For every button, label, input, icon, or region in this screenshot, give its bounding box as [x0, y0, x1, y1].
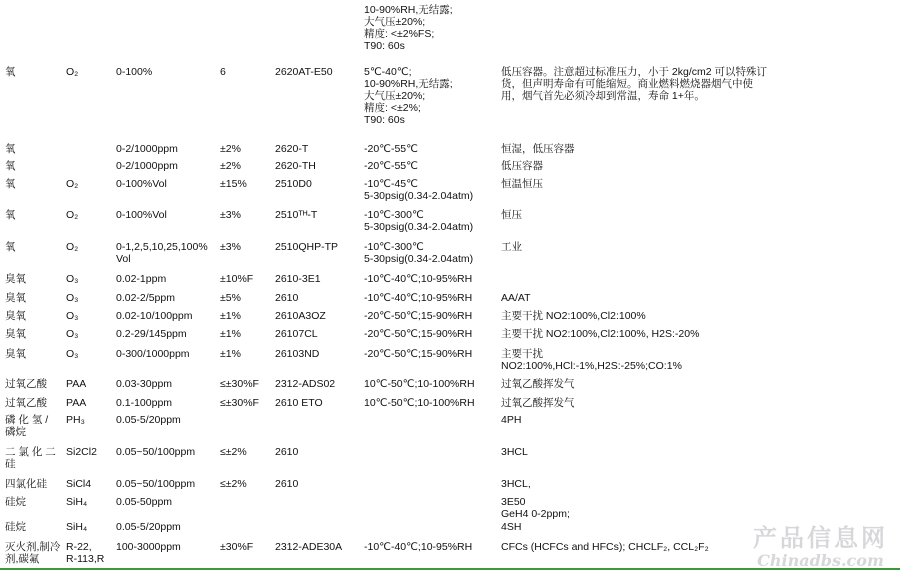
cell-notes: 过氧乙酸挥发气: [501, 378, 575, 390]
cell-gas-name: 二 氯 化 二硅: [5, 446, 56, 470]
cell-accuracy: ±2%: [220, 160, 241, 172]
cell-conditions: -20℃-50℃;15-90%RH: [364, 348, 473, 360]
cell-notes: 过氧乙酸挥发气: [501, 397, 575, 409]
cell-formula: PAA: [66, 378, 87, 390]
cell-model: 2620-T: [275, 143, 309, 155]
cell-conditions: -20℃-55℃: [364, 160, 418, 172]
cell-formula: O₃: [66, 310, 79, 322]
cell-formula: PH₃: [66, 414, 85, 426]
cell-accuracy: ±3%: [220, 241, 241, 253]
cell-notes: 主要干扰 NO2:100%,HCl:-1%,H2S:-25%;CO:1%: [501, 348, 682, 372]
cell-conditions: -10℃-300℃ 5-30psig(0.34-2.04atm): [364, 209, 474, 233]
cell-model: 2610: [275, 478, 299, 490]
cell-notes: CFCs (HCFCs and HFCs); CHCLF₂, CCL₂F₂: [501, 541, 709, 553]
cell-formula: Si2Cl2: [66, 446, 97, 458]
cell-gas-name: 氧: [5, 143, 16, 155]
cell-model: 2510D0: [275, 178, 312, 190]
cell-range: 0-1,2,5,10,25,100% Vol: [116, 241, 208, 265]
cell-gas-name: 磷 化 氢 / 磷烷: [5, 414, 49, 438]
cell-formula: O₂: [66, 209, 79, 221]
cell-conditions: 10℃-50℃;10-100%RH: [364, 397, 475, 409]
cell-range: 0.1-100ppm: [116, 397, 173, 409]
cell-conditions: -10℃-40℃;10-95%RH: [364, 541, 473, 553]
cell-model: 2312-ADS02: [275, 378, 336, 390]
cell-notes: 3E50 GeH4 0-2ppm;: [501, 496, 570, 520]
watermark-cn: 产品信息网: [753, 523, 888, 552]
cell-notes: 4SH: [501, 521, 522, 533]
cell-conditions: 10℃-50℃;10-100%RH: [364, 378, 475, 390]
cell-model: 26103ND: [275, 348, 320, 360]
cell-formula: O₂: [66, 178, 79, 190]
cell-notes: 4PH: [501, 414, 522, 426]
cell-formula: O₃: [66, 273, 79, 285]
cell-notes: 低压容器。注意超过标准压力，小于 2kg/cm2 可以特殊订货，但声明寿命有可能缩短。商业燃料燃烧器烟气中使用，烟气首先必须冷却到常温，寿命 1+年。: [501, 66, 768, 102]
cell-model: 2312-ADE30A: [275, 541, 343, 553]
cell-formula: O₂: [66, 241, 79, 253]
cell-range: 0-100%Vol: [116, 178, 167, 190]
cell-notes: 恒压: [501, 209, 522, 221]
cell-model: 2620-TH: [275, 160, 316, 172]
cell-formula: O₃: [66, 348, 79, 360]
cell-accuracy: ±3%: [220, 209, 241, 221]
cell-notes: 低压容器: [501, 160, 543, 172]
cell-conditions: 10-90%RH,无结露; 大气压±20%; 精度: <±2%FS; T90: 60s: [364, 4, 453, 52]
cell-conditions: -20℃-50℃;15-90%RH: [364, 310, 473, 322]
cell-range: 0.03-30ppm: [116, 378, 173, 390]
cell-model: 2610 ETO: [275, 397, 323, 409]
cell-gas-name: 硅烷: [5, 521, 26, 533]
cell-notes: 恒温恒压: [501, 178, 543, 190]
cell-accuracy: ±1%: [220, 328, 241, 340]
cell-gas-name: 氧: [5, 241, 16, 253]
cell-gas-name: 硅烷: [5, 496, 26, 508]
watermark-en: Chinadbs.com: [757, 551, 884, 570]
cell-gas-name: 臭氧: [5, 348, 26, 360]
cell-accuracy: ±1%: [220, 310, 241, 322]
cell-range: 0.05-50ppm: [116, 496, 173, 508]
cell-gas-name: 过氧乙酸: [5, 397, 47, 409]
cell-accuracy: ≤±30%F: [220, 378, 259, 390]
cell-model: 2510QHP-TP: [275, 241, 339, 253]
cell-accuracy: 6: [220, 66, 226, 78]
cell-gas-name: 臭氧: [5, 310, 26, 322]
cell-gas-name: 氧: [5, 209, 16, 221]
cell-accuracy: ±10%F: [220, 273, 254, 285]
cell-formula: PAA: [66, 397, 87, 409]
cell-formula: SiH₄: [66, 521, 88, 533]
cell-conditions: -20℃-50℃;15-90%RH: [364, 328, 473, 340]
cell-range: 0-300/1000ppm: [116, 348, 190, 360]
cell-range: 100-3000ppm: [116, 541, 181, 553]
cell-accuracy: ±2%: [220, 143, 241, 155]
cell-conditions: 5℃-40℃; 10-90%RH,无结露; 大气压±20%; 精度: <±2%; T90: 60s: [364, 66, 453, 126]
cell-accuracy: ≤±2%: [220, 478, 247, 490]
cell-notes: 工业: [501, 241, 522, 253]
cell-model: 26107CL: [275, 328, 318, 340]
cell-range: 0.05-5/20ppm: [116, 521, 181, 533]
cell-accuracy: ±5%: [220, 292, 241, 304]
cell-gas-name: 臭氧: [5, 273, 26, 285]
cell-accuracy: ±15%: [220, 178, 247, 190]
cell-range: 0.02-1ppm: [116, 273, 167, 285]
cell-notes: 3HCL: [501, 446, 528, 458]
cell-formula: R-22, R-113,R: [66, 541, 105, 565]
cell-notes: AA/AT: [501, 292, 531, 304]
cell-model: 2610-3E1: [275, 273, 321, 285]
cell-gas-name: 臭氧: [5, 328, 26, 340]
cell-notes: 主要干扰 NO2:100%,Cl2:100%: [501, 310, 646, 322]
cell-accuracy: ≤±30%F: [220, 397, 259, 409]
cell-model: 2510ᵀᴴ-T: [275, 209, 318, 221]
cell-formula: O₃: [66, 328, 79, 340]
cell-accuracy: ±1%: [220, 348, 241, 360]
cell-range: 0-100%Vol: [116, 209, 167, 221]
cell-gas-name: 氧: [5, 160, 16, 172]
cell-conditions: -10℃-300℃ 5-30psig(0.34-2.04atm): [364, 241, 474, 265]
cell-range: 0.2-29/145ppm: [116, 328, 187, 340]
cell-range: 0.05~50/100ppm: [116, 478, 196, 490]
cell-range: 0.05~50/100ppm: [116, 446, 196, 458]
cell-formula: O₂: [66, 66, 79, 78]
cell-conditions: -20℃-55℃: [364, 143, 418, 155]
cell-formula: O₃: [66, 292, 79, 304]
cell-range: 0-2/1000ppm: [116, 160, 178, 172]
cell-accuracy: ±30%F: [220, 541, 254, 553]
cell-notes: 恒湿，低压容器: [501, 143, 575, 155]
cell-notes: 3HCL,: [501, 478, 531, 490]
cell-model: 2610: [275, 446, 299, 458]
cell-model: 2620AT-E50: [275, 66, 333, 78]
cell-accuracy: ≤±2%: [220, 446, 247, 458]
cell-gas-name: 氧: [5, 66, 16, 78]
cell-formula: SiH₄: [66, 496, 88, 508]
cell-range: 0-2/1000ppm: [116, 143, 178, 155]
cell-conditions: -10℃-45℃ 5-30psig(0.34-2.04atm): [364, 178, 474, 202]
cell-conditions: -10℃-40℃;10-95%RH: [364, 273, 473, 285]
cell-gas-name: 灭火剂,制冷剂,碳氟: [5, 541, 61, 565]
cell-conditions: -10℃-40℃;10-95%RH: [364, 292, 473, 304]
watermark: [753, 524, 888, 570]
cell-model: 2610A3OZ: [275, 310, 326, 322]
cell-range: 0.02-2/5ppm: [116, 292, 175, 304]
cell-formula: SiCl4: [66, 478, 92, 490]
cell-gas-name: 氧: [5, 178, 16, 190]
cell-notes: 主要干扰 NO2:100%,Cl2:100%, H2S:-20%: [501, 328, 700, 340]
cell-gas-name: 四氯化硅: [5, 478, 47, 490]
cell-gas-name: 过氧乙酸: [5, 378, 47, 390]
cell-model: 2610: [275, 292, 299, 304]
cell-range: 0.02-10/100ppm: [116, 310, 193, 322]
cell-range: 0-100%: [116, 66, 153, 78]
cell-gas-name: 臭氧: [5, 292, 26, 304]
cell-range: 0.05-5/20ppm: [116, 414, 181, 426]
